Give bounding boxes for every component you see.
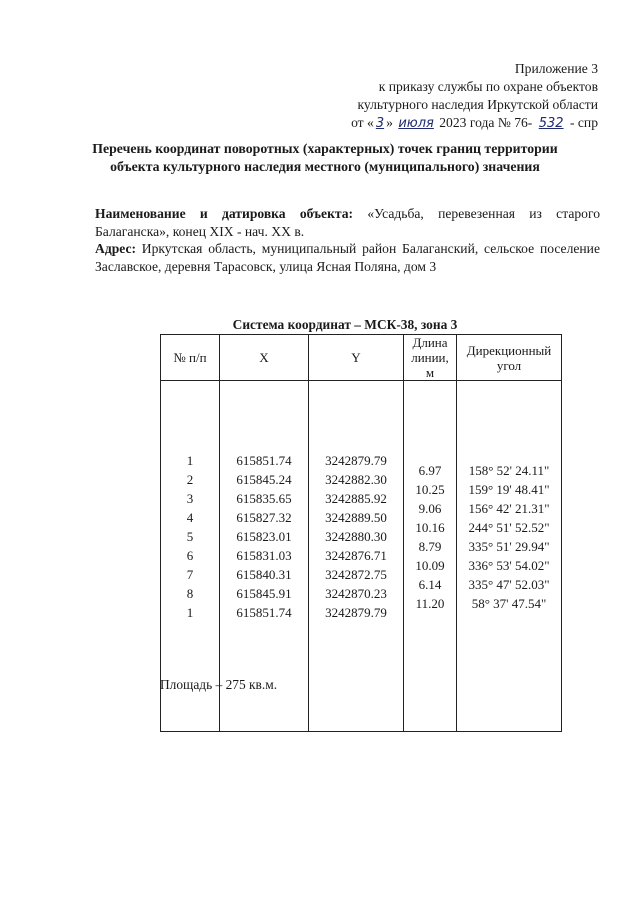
order-year-prefix: 2023 года № 76- [439, 115, 533, 130]
segment-length: 10.09 [415, 558, 445, 573]
appendix-authority-line: культурного наследия Иркутской области [357, 97, 598, 112]
object-name-label: Наименование и датировка объекта: [95, 206, 354, 221]
object-name-value: «Усадьба, перевезенная из старого Балаганска», конец XIX - нач. XX в. [95, 206, 600, 239]
point-x: 615823.01 [236, 529, 292, 544]
order-prefix: от « [351, 115, 374, 130]
header-y: Y [309, 335, 404, 381]
point-x: 615845.24 [236, 472, 292, 487]
header-angle-line2: угол [496, 357, 522, 373]
header-length-line3: м [425, 365, 435, 380]
point-number: 8 [186, 586, 194, 601]
object-address-label: Адрес: [95, 241, 137, 256]
point-x: 615845.91 [236, 586, 292, 601]
point-y: 3242876.71 [325, 548, 387, 563]
segment-angle: 335° 51' 29.94" [468, 539, 550, 554]
point-number: 6 [186, 548, 194, 563]
point-number: 3 [186, 491, 194, 506]
area-text: Площадь – 275 кв.м. [160, 677, 278, 692]
segment-length: 10.25 [415, 482, 445, 497]
segment-angle: 159° 19' 48.41" [468, 482, 550, 497]
point-y: 3242879.79 [325, 453, 387, 468]
point-x: 615851.74 [236, 453, 292, 468]
segment-length: 9.06 [418, 501, 442, 516]
angle-column [457, 381, 562, 732]
appendix-order-line: к приказу службы по охране объектов [378, 79, 598, 94]
segment-length: 6.14 [418, 577, 442, 592]
length-column [404, 381, 457, 732]
appendix-number: Приложение 3 [514, 61, 598, 76]
point-number: 7 [186, 567, 194, 582]
segment-angle: 58° 37' 47.54" [471, 596, 547, 611]
object-name-paragraph [95, 205, 600, 240]
point-x: 615851.74 [236, 605, 292, 620]
header-angle [457, 335, 562, 381]
point-y: 3242880.30 [325, 529, 387, 544]
point-y: 3242879.79 [325, 605, 387, 620]
object-address-paragraph [95, 240, 600, 275]
point-x: 615840.31 [236, 567, 292, 582]
segment-angle: 244° 51' 52.52" [468, 520, 550, 535]
segment-angle: 156° 42' 21.31" [468, 501, 550, 516]
segment-length: 11.20 [415, 596, 445, 611]
point-y: 3242885.92 [325, 491, 387, 506]
header-number: № п/п [161, 335, 220, 381]
order-number-handwritten: 532 [538, 116, 564, 131]
point-number: 1 [186, 605, 194, 620]
segment-length: 10.16 [415, 520, 445, 535]
header-length-line1: Длина [412, 335, 448, 350]
point-x: 615831.03 [236, 548, 292, 563]
point-y: 3242889.50 [325, 510, 387, 525]
point-y: 3242872.75 [325, 567, 387, 582]
table-header-row [161, 335, 562, 381]
object-address-value: Иркутская область, муниципальный район Балаганский, сельское поселение Заславское, деревня Тарасовск, улица Ясная Поляна, дом 3 [95, 241, 600, 274]
segment-length: 6.97 [418, 463, 442, 478]
point-number: 1 [186, 453, 194, 468]
order-quote-close: » [386, 115, 393, 130]
object-info [95, 205, 600, 275]
segment-length: 8.79 [418, 539, 442, 554]
order-date-line [351, 114, 598, 133]
point-x: 615835.65 [236, 491, 292, 506]
point-number: 4 [186, 510, 194, 525]
order-day-handwritten: 3 [375, 116, 385, 131]
order-month-handwritten: июля [398, 116, 434, 131]
appendix-header [351, 60, 598, 133]
document-title: Перечень координат поворотных (характерных) точек границ территории объекта культурного наследия местного (муниципального) значения [92, 141, 558, 174]
segment-angle: 336° 53' 54.02" [468, 558, 550, 573]
point-x: 615827.32 [236, 510, 292, 525]
coordinate-system-caption: Система координат – МСК-38, зона 3 [232, 317, 458, 332]
header-length-line2: линии, [411, 350, 449, 365]
order-suffix: - спр [569, 115, 598, 130]
coordinates-table [160, 334, 562, 732]
point-number: 2 [186, 472, 194, 487]
point-y: 3242870.23 [325, 586, 387, 601]
segment-angle: 158° 52' 24.11" [468, 463, 550, 478]
header-angle-line1: Дирекционный [466, 342, 552, 358]
y-column [309, 381, 404, 732]
segment-angle: 335° 47' 52.03" [468, 577, 550, 592]
header-length [404, 335, 457, 381]
point-y: 3242882.30 [325, 472, 387, 487]
header-x: X [220, 335, 309, 381]
point-number: 5 [186, 529, 194, 544]
